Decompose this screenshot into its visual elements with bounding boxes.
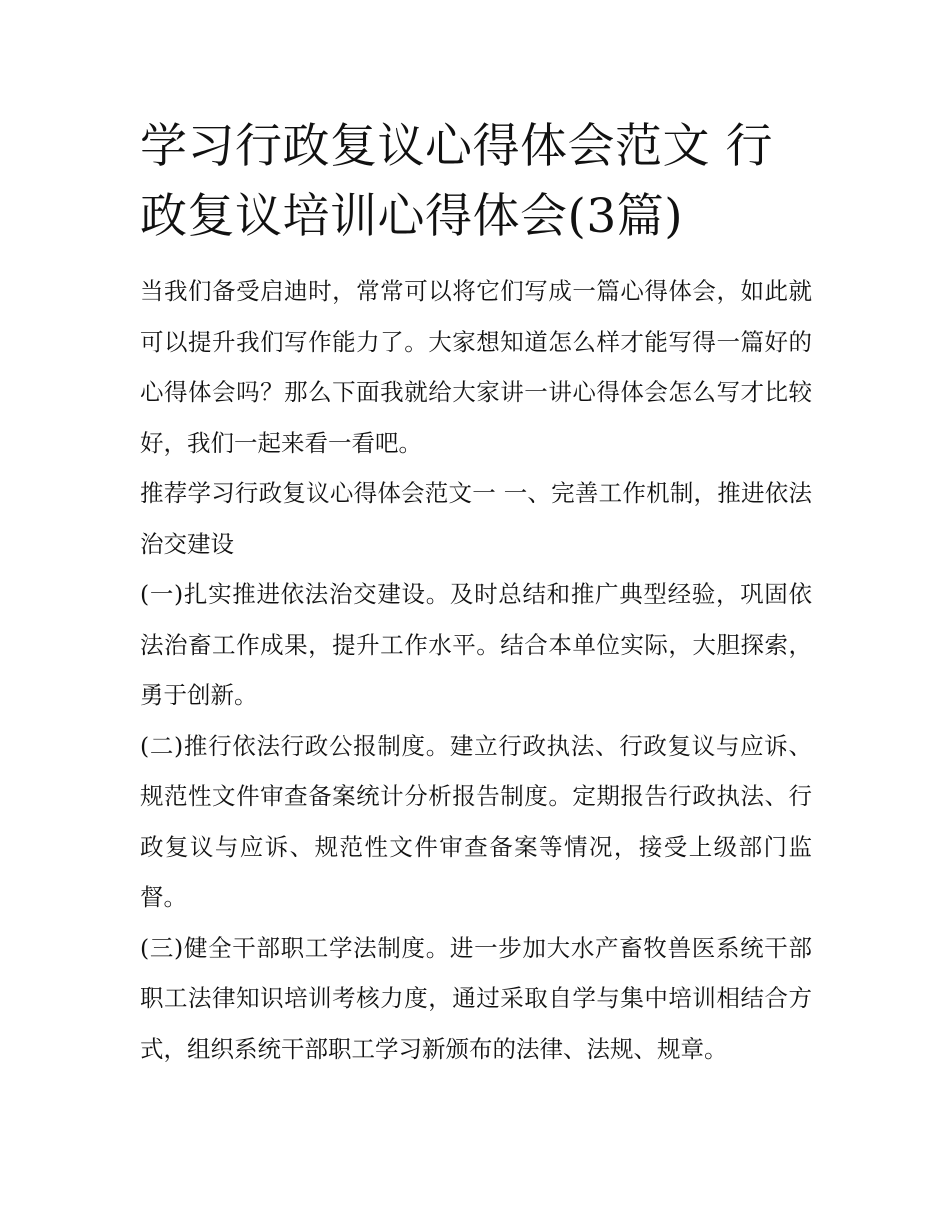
paragraph-item-1: (一)扎实推进依法治交建设。及时总结和推广典型经验，巩固依法治畜工作成果，提升工作水平。结合本单位实际，大胆探索，勇于创新。 bbox=[140, 580, 812, 709]
document-page bbox=[140, 112, 812, 1074]
paragraph-section-heading: 推荐学习行政复议心得体会范文一 一、完善工作机制，推进依法治交建设 bbox=[140, 479, 812, 558]
document-title: 学习行政复议心得体会范文 行政复议培训心得体会(3篇) bbox=[140, 119, 773, 244]
paragraph-item-3: (三)健全干部职工学法制度。进一步加大水产畜牧兽医系统干部职工法律知识培训考核力度，通过采取自学与集中培训相结合方式，组织系统干部职工学习新颁布的法律、法规、规章。 bbox=[140, 933, 812, 1063]
paragraph-intro: 当我们备受启迪时，常常可以将它们写成一篇心得体会，如此就可以提升我们写作能力了。大家想知道怎么样才能写得一篇好的心得体会吗？那么下面我就给大家讲一讲心得体会怎么写才比较好，我们一起来看一看吧。 bbox=[140, 277, 812, 457]
paragraph-item-2: (二)推行依法行政公报制度。建立行政执法、行政复议与应诉、规范性文件审查备案统计分析报告制度。定期报告行政执法、行政复议与应诉、规范性文件审查备案等情况，接受上级部门监督。 bbox=[140, 731, 812, 911]
